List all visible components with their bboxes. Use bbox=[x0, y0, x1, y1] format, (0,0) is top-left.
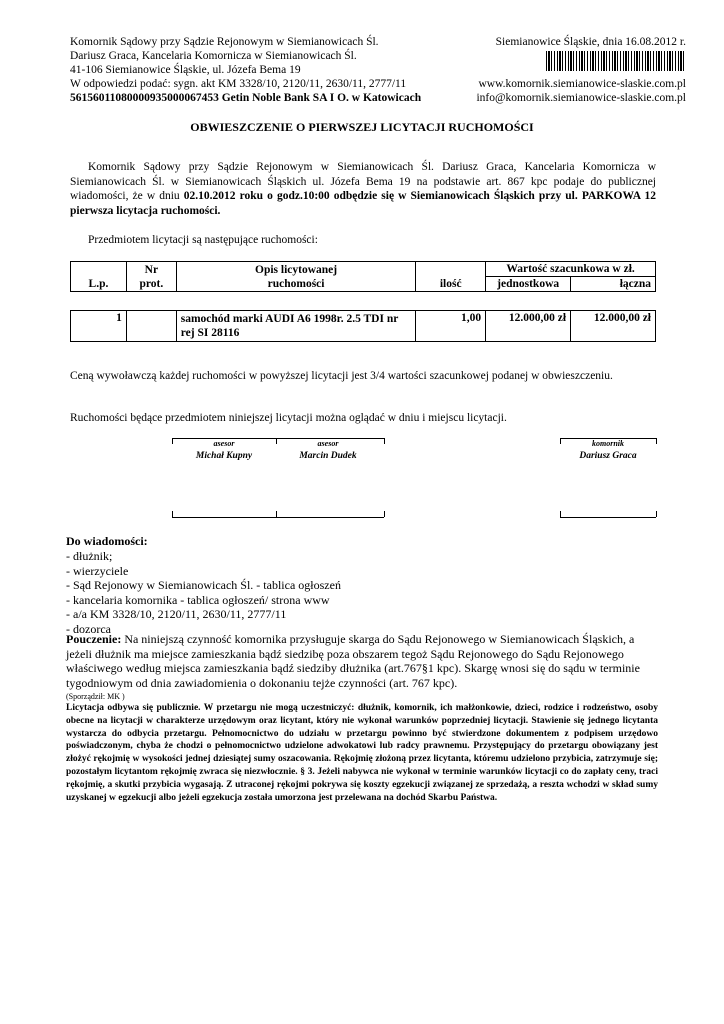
sender-name: Komornik Sądowy przy Sądzie Rejonowym w Siemianowicach Śl. bbox=[70, 36, 379, 48]
col-prot: prot. bbox=[126, 277, 176, 292]
row-ilosc: 1,00 bbox=[416, 311, 486, 342]
list-item: - Sąd Rejonowy w Siemianowicach Śl. - tablica ogłoszeń bbox=[66, 578, 341, 593]
sender-address: 41-106 Siemianowice Śląskie, ul. Józefa Bema 19 bbox=[70, 64, 301, 76]
signature-name-3: Dariusz Graca bbox=[579, 451, 637, 461]
place-date: Siemianowice Śląskie, dnia 16.08.2012 r. bbox=[495, 36, 686, 48]
viewing-note: Ruchomości będące przedmiotem niniejszej licytacji można oglądać w dniu i miejscu licytacji. bbox=[70, 412, 507, 424]
list-item: - a/a KM 3328/10, 2120/11, 2630/11, 2777/11 bbox=[66, 607, 287, 622]
recipients-list bbox=[66, 549, 341, 637]
list-item: - wierzyciele bbox=[66, 563, 129, 578]
row-opis: samochód marki AUDI A6 1998r. 2.5 TDI nr rej SI 28116 bbox=[176, 311, 416, 342]
col-opis-line2: ruchomości bbox=[176, 277, 415, 292]
row-nr bbox=[126, 311, 176, 342]
signature-role-2: asesor bbox=[317, 439, 339, 448]
auction-rules: Licytacja odbywa się publicznie. W przetargu nie mogą uczestniczyć: dłużnik, komornik, ich małżonkowie, dzieci, rodzice i rodzeństwo, osoby obecne na licytacji w charakterze urzędowym oraz licytant, który nie wykonał warunków poprzedniej licytacji. Stawienie się jednego licytanta wystarcza do odbycia przetargu. Pełnomocnictwo do udziału w przetargu powinno być stwierdzone dokumentem z podpisem urzędowo poświadczonym, chyba że chodzi o pełnomocnictwo udzielone adwokatowi lub radcy prawnemu. Przystępujący do przetargu obowiązany jest złożyć rękojmię w wysokości jednej dziesiątej sumy oszacowania. Rękojmię złożoną przez licytanta, któremu udzielono przybicia, zatrzymuje się; pozostałym licytantom rękojmię zwraca się niezwłocznie. § 3. Jeżeli nabywca nie wykonał w terminie warunków licytacji co do zapłaty ceny, traci rękojmię, a skutki przybicia wygasają. Z utraconej rękojmi pokrywa się koszty egzekucji związanej ze sprzedażą, a reszta wchodzi w skład sumy uzyskanej w egzekucji albo jeżeli egzekucja została umorzona jest przelewana na dochód Skarbu Państwa. bbox=[66, 703, 658, 803]
document-title: OBWIESZCZENIE O PIERWSZEJ LICYTACJI RUCHOMOŚCI bbox=[190, 120, 534, 134]
list-item: - dłużnik; bbox=[66, 549, 113, 563]
subject-line: Przedmiotem licytacji są następujące ruchomości: bbox=[88, 234, 318, 246]
col-nr: Nr bbox=[126, 262, 176, 277]
intro-text: Komornik Sądowy przy Sądzie Rejonowym w Siemianowicach Śl. Dariusz Graca, Kancelaria Komornicza w Siemianowicach Śl. w Siemianowicach Śląskich ul. Józefa Bema 19 na podstawie art. 867 kpc podaje do publicznej wiadomości, że w dniu bbox=[70, 161, 656, 202]
col-jednostkowa: jednostkowa bbox=[486, 277, 571, 292]
col-laczna: łączna bbox=[571, 277, 656, 292]
instruction-label: Pouczenie: bbox=[66, 632, 122, 646]
items-table-body bbox=[70, 310, 656, 342]
sender-office: Dariusz Graca, Kancelaria Komornicza w Siemianowicach Śl. bbox=[70, 50, 357, 62]
instruction-text: Na niniejszą czynność komornika przysługuje skarga do Sądu Rejonowego w Siemianowicach Śląskich, a jeżeli dłużnik ma miejsce zamieszkania bądź siedzibę poza obszarem tegoż Sądu Rejonowego do Sądu Rejonowego właściwego według miejsca zamieszkania bądź siedziby dłużnika (art.767§1 kpc). Skargę wnosi się do sądu w terminie tygodniowym od dnia zawiadomienia o dokonaniu tejże czynności (art. 767 kpc). bbox=[66, 632, 640, 690]
signature-name-1: Michał Kupny bbox=[195, 451, 253, 461]
col-ilosc: ilość bbox=[416, 262, 486, 292]
price-note: Ceną wywoławczą każdej ruchomości w powyższej licytacji jest 3/4 wartości szacunkowej podanej w obwieszczeniu. bbox=[70, 370, 613, 382]
instruction-paragraph bbox=[66, 632, 658, 690]
recipients-heading: Do wiadomości: bbox=[66, 534, 148, 548]
table-row bbox=[71, 311, 656, 342]
signature-role-1: asesor bbox=[213, 439, 235, 448]
bank-account: 56156011080000935000067453 Getin Noble Bank SA I O. w Katowicach bbox=[70, 92, 422, 104]
row-lp: 1 bbox=[71, 311, 127, 342]
list-item: - kancelaria komornika - tablica ogłoszeń/ strona www bbox=[66, 592, 330, 607]
intro-date-location: 02.10.2012 roku o godz.10:00 odbędzie się w Siemianowicach Śląskich przy ul. PARKOWA 12 pierwsza licytacja ruchomości. bbox=[70, 190, 656, 217]
email-link[interactable]: info@komornik.siemianowice-slaskie.com.pl bbox=[476, 92, 686, 104]
col-lp: L.p. bbox=[71, 262, 127, 292]
col-opis-line1: Opis licytowanej bbox=[176, 262, 415, 277]
row-laczna: 12.000,00 zł bbox=[571, 311, 656, 342]
barcode bbox=[546, 51, 686, 71]
website-link[interactable]: www.komornik.siemianowice-slaskie.com.pl bbox=[478, 78, 686, 90]
items-table-header bbox=[70, 261, 656, 292]
col-wartosc: Wartość szacunkowa w zł. bbox=[486, 262, 656, 277]
row-jednostkowa: 12.000,00 zł bbox=[486, 311, 571, 342]
signature-name-2: Marcin Dudek bbox=[299, 451, 357, 461]
list-item: - dozorca bbox=[66, 621, 111, 636]
signature-role-3: komornik bbox=[591, 439, 624, 448]
case-reference: W odpowiedzi podać: sygn. akt KM 3328/10, 2120/11, 2630/11, 2777/11 bbox=[70, 78, 407, 90]
intro-paragraph bbox=[70, 160, 656, 218]
prepared-by: (Sporządził: MK ) bbox=[66, 692, 125, 701]
